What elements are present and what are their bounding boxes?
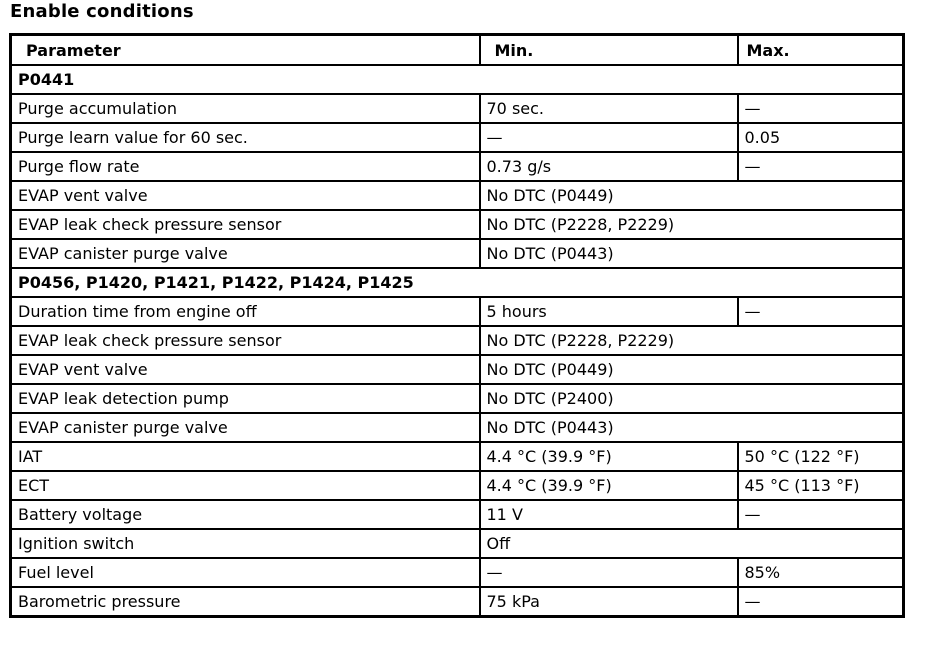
min-cell: — [480, 558, 738, 587]
parameter-cell: EVAP leak check pressure sensor [11, 326, 480, 355]
max-cell: 0.05 [738, 123, 904, 152]
parameter-cell: Ignition switch [11, 529, 480, 558]
table-row [11, 355, 904, 384]
header-parameter: Parameter [11, 35, 480, 66]
condition-cell: No DTC (P2228, P2229) [480, 326, 904, 355]
max-cell: 45 °C (113 °F) [738, 471, 904, 500]
max-cell: — [738, 297, 904, 326]
min-cell: 5 hours [480, 297, 738, 326]
parameter-cell: EVAP canister purge valve [11, 413, 480, 442]
table-row [11, 94, 904, 123]
parameter-cell: Duration time from engine off [11, 297, 480, 326]
condition-cell: Off [480, 529, 904, 558]
min-cell: 70 sec. [480, 94, 738, 123]
parameter-cell: EVAP leak check pressure sensor [11, 210, 480, 239]
min-cell: 11 V [480, 500, 738, 529]
parameter-cell: Purge flow rate [11, 152, 480, 181]
min-cell: 0.73 g/s [480, 152, 738, 181]
parameter-cell: Battery voltage [11, 500, 480, 529]
parameter-cell: EVAP canister purge valve [11, 239, 480, 268]
min-cell: 4.4 °C (39.9 °F) [480, 442, 738, 471]
condition-cell: No DTC (P2228, P2229) [480, 210, 904, 239]
table-row [11, 239, 904, 268]
table-row [11, 384, 904, 413]
condition-cell: No DTC (P2400) [480, 384, 904, 413]
parameter-cell: IAT [11, 442, 480, 471]
parameter-cell: EVAP vent valve [11, 181, 480, 210]
header-row [11, 35, 904, 66]
table-row [11, 558, 904, 587]
header-max: Max. [738, 35, 904, 66]
group-label: P0441 [11, 65, 904, 94]
condition-cell: No DTC (P0449) [480, 181, 904, 210]
max-cell: — [738, 500, 904, 529]
table-row [11, 500, 904, 529]
table-row [11, 529, 904, 558]
parameter-cell: EVAP vent valve [11, 355, 480, 384]
group-header-row [11, 268, 904, 297]
table-row [11, 152, 904, 181]
max-cell: — [738, 587, 904, 617]
table-row [11, 210, 904, 239]
page-title: Enable conditions [10, 1, 194, 22]
table-row [11, 326, 904, 355]
parameter-cell: EVAP leak detection pump [11, 384, 480, 413]
min-cell: 75 kPa [480, 587, 738, 617]
parameter-cell: Purge accumulation [11, 94, 480, 123]
table-row [11, 297, 904, 326]
min-cell: 4.4 °C (39.9 °F) [480, 471, 738, 500]
condition-cell: No DTC (P0443) [480, 239, 904, 268]
parameter-cell: Fuel level [11, 558, 480, 587]
table-row [11, 587, 904, 617]
group-header-row [11, 65, 904, 94]
max-cell: — [738, 94, 904, 123]
parameter-cell: Barometric pressure [11, 587, 480, 617]
table-row [11, 471, 904, 500]
parameter-cell: Purge learn value for 60 sec. [11, 123, 480, 152]
enable-conditions-table [9, 33, 905, 618]
max-cell: 85% [738, 558, 904, 587]
condition-cell: No DTC (P0449) [480, 355, 904, 384]
table-body [11, 65, 904, 617]
table-row [11, 442, 904, 471]
min-cell: — [480, 123, 738, 152]
table-row [11, 123, 904, 152]
table-row [11, 181, 904, 210]
group-label: P0456, P1420, P1421, P1422, P1424, P1425 [11, 268, 904, 297]
max-cell: 50 °C (122 °F) [738, 442, 904, 471]
table-row [11, 413, 904, 442]
max-cell: — [738, 152, 904, 181]
parameter-cell: ECT [11, 471, 480, 500]
header-min: Min. [480, 35, 738, 66]
condition-cell: No DTC (P0443) [480, 413, 904, 442]
